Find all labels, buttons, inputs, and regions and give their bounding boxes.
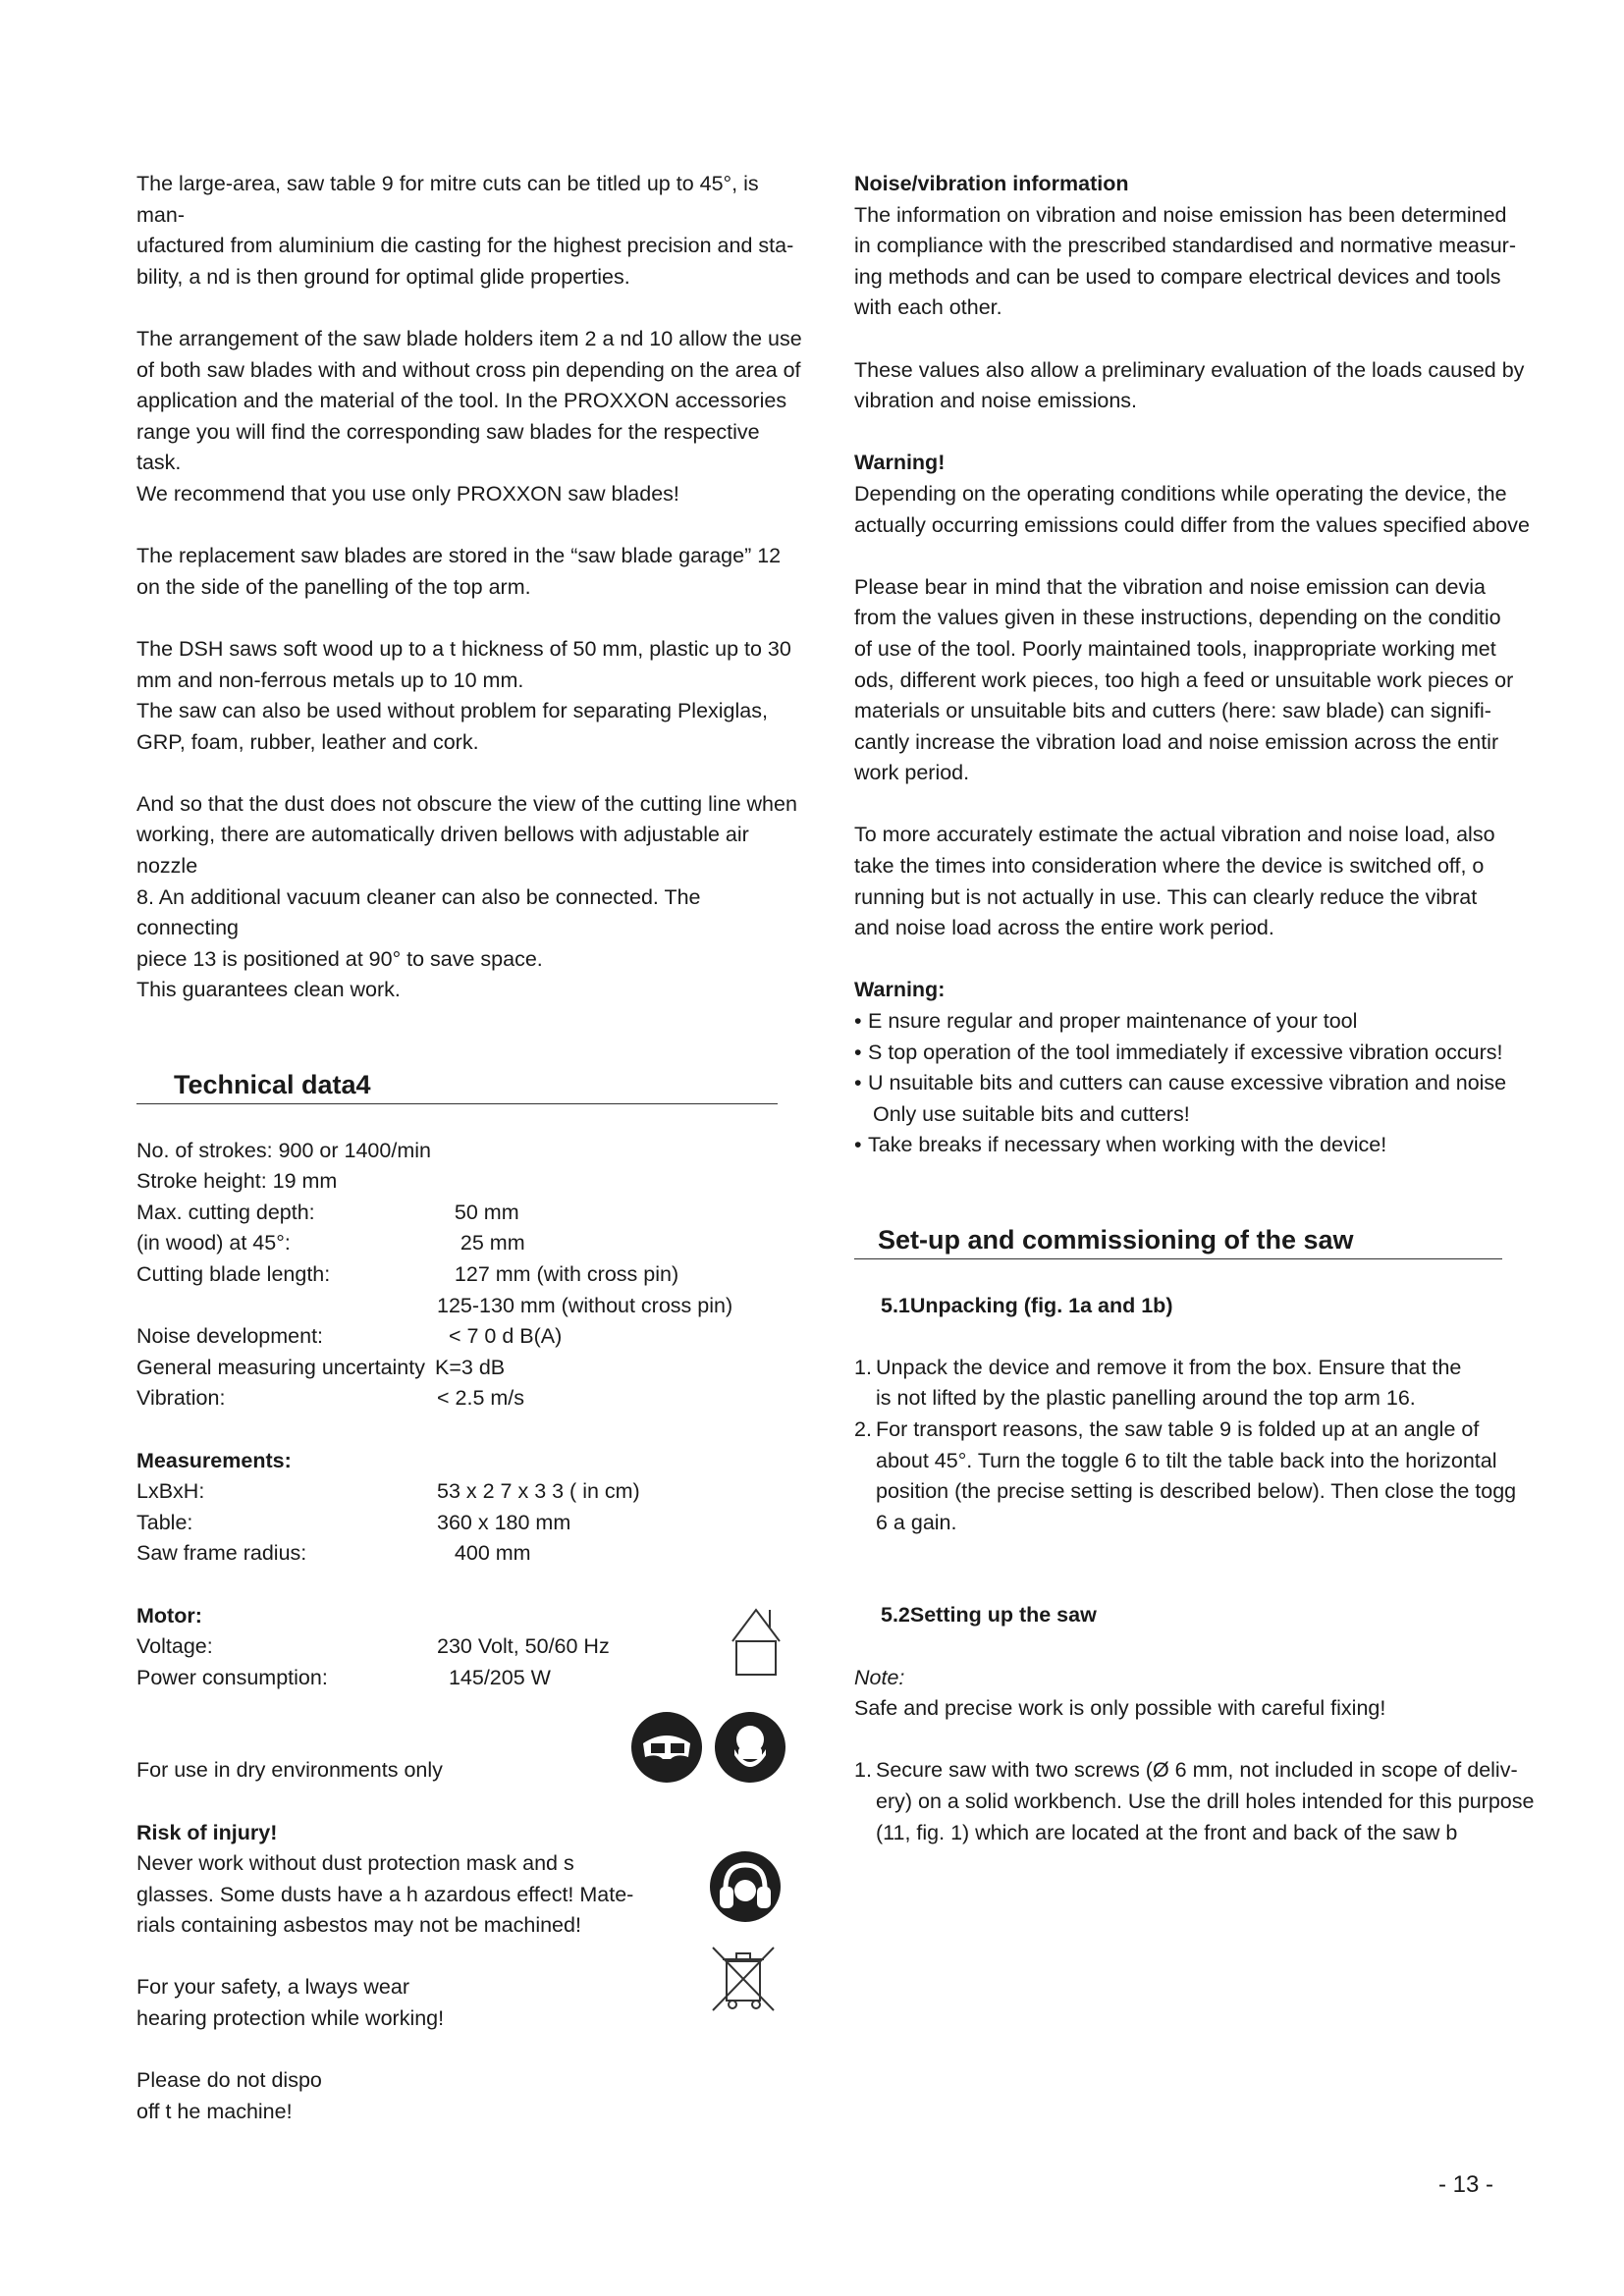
spec-key: Saw frame radius: (136, 1541, 307, 1566)
warning-line: ods, different work pieces, too high a feed or unsuitable work pieces or (854, 667, 1514, 692)
step-line: Unpack the device and remove it from the box. Ensure that the (876, 1355, 1462, 1379)
warning-bullet: • U nsuitable bits and cutters can cause excessive vibration and noise (854, 1068, 1586, 1099)
dust-mask-icon (713, 1710, 787, 1785)
ear-protection-icon (708, 1849, 783, 1924)
goggles-icon (629, 1710, 704, 1785)
spec-row (136, 1291, 804, 1322)
step-line: 6 a gain. (876, 1510, 957, 1534)
intro-line: GRP, foam, rubber, leather and cork. (136, 729, 479, 754)
noise-line: vibration and noise emissions. (854, 389, 1138, 413)
intro-line: The arrangement of the saw blade holders item 2 a nd 10 allow the use (136, 326, 802, 350)
step-line: about 45°. Turn the toggle 6 to tilt the table back into the horizontal (876, 1448, 1497, 1472)
spec-value: 230 Volt, 50/60 Hz (437, 1634, 610, 1659)
spec-row (136, 1353, 804, 1384)
warning-bullet-last: • Take breaks if necessary when working with the device! (854, 1130, 1586, 1161)
spec-key: Voltage: (136, 1634, 213, 1659)
risk-heading: Risk of injury! (136, 1820, 278, 1844)
left-column (136, 169, 804, 2127)
spec-row (136, 1166, 804, 1198)
disposal-line: Please do not dispo (136, 2068, 322, 2093)
spec-value (337, 1166, 804, 1198)
warning-line: actually occurring emissions could differ from the values specified above (854, 512, 1530, 537)
step-line: ery) on a solid workbench. Use the drill holes intended for this purpose (876, 1789, 1535, 1813)
noise-heading: Noise/vibration information (854, 172, 1129, 195)
risk-line: rials containing asbestos may not be machined! (136, 1913, 581, 1938)
warning-bullet-list (854, 1006, 1586, 1099)
spec-row (136, 1538, 804, 1570)
step-line: For transport reasons, the saw table 9 is folded up at an angle of (876, 1416, 1480, 1441)
warning-line: cantly increase the vibration load and noise emission across the entir (854, 729, 1499, 754)
warning-paragraph-3 (854, 820, 1586, 943)
right-column (854, 169, 1586, 1848)
spec-row (136, 1663, 804, 1694)
intro-text (136, 169, 804, 1006)
intro-line: mm and non-ferrous metals up to 10 mm. (136, 667, 524, 692)
page-number: - 13 - (1438, 2171, 1494, 2198)
spec-key: Table: (136, 1510, 193, 1534)
spec-key (136, 1291, 437, 1322)
warning-line: Depending on the operating conditions while operating the device, the (854, 481, 1507, 506)
numbered-step (854, 1755, 1586, 1848)
note-text: Safe and precise work is only possible with careful fixing! (854, 1696, 1386, 1721)
intro-line: This guarantees clean work. (136, 978, 401, 1002)
spec-key: General measuring uncertainty (136, 1355, 425, 1379)
dry-environment-text: For use in dry environments only (136, 1758, 443, 1783)
risk-text (136, 1848, 804, 1942)
disposal-text (136, 2065, 804, 2127)
step-number: 2. (854, 1416, 872, 1441)
noise-line: in compliance with the prescribed standardised and normative measur- (854, 234, 1517, 258)
spec-value: 125-130 mm (without cross pin) (437, 1293, 733, 1317)
spec-row (136, 1228, 804, 1259)
measurements-heading: Measurements: (136, 1448, 292, 1472)
intro-line: of both saw blades with and without cross pin depending on the area of (136, 357, 801, 382)
motor-heading: Motor: (136, 1603, 202, 1628)
noise-paragraph-2 (854, 355, 1586, 417)
spec-row (136, 1631, 804, 1663)
intro-line: And so that the dust does not obscure the view of the cutting line when (136, 791, 797, 816)
spec-row (136, 1259, 804, 1291)
spec-value: 25 mm (437, 1231, 525, 1255)
motor-list (136, 1631, 804, 1693)
warning-line: work period. (854, 761, 970, 785)
warning-line: running but is not actually in use. This can clearly reduce the vibrat (854, 884, 1478, 909)
spec-value: 50 mm (437, 1200, 519, 1224)
intro-line: The large-area, saw table 9 for mitre cuts can be titled up to 45°, is man- (136, 172, 759, 227)
spec-row (136, 1198, 804, 1229)
intro-line: range you will find the corresponding saw blades for the respective task. (136, 419, 760, 475)
spec-row (136, 1383, 804, 1415)
spec-value: 53 x 2 7 x 3 3 ( in cm) (437, 1479, 640, 1504)
technical-data-heading: Technical data4 (136, 1068, 778, 1104)
intro-line: working, there are automatically driven bellows with adjustable air nozzle (136, 823, 749, 879)
measurements-list (136, 1476, 804, 1570)
house-icon (731, 1606, 782, 1677)
numbered-step (854, 1415, 1586, 1538)
spec-row (136, 1508, 804, 1539)
spec-value: K=3 dB (435, 1355, 506, 1379)
spec-value: < 7 0 d B(A) (437, 1324, 563, 1349)
intro-line: piece 13 is positioned at 90° to save space. (136, 946, 543, 971)
intro-line: 8. An additional vacuum cleaner can also be connected. The connecting (136, 884, 701, 940)
warning-line: from the values given in these instructions, depending on the conditio (854, 606, 1501, 630)
secure-step (854, 1755, 1586, 1848)
spec-key: No. of strokes: 900 or 1400/min (136, 1138, 431, 1162)
intro-line: on the side of the panelling of the top arm. (136, 574, 531, 599)
setting-up-heading: 5.2Setting up the saw (881, 1603, 1097, 1628)
noise-line: The information on vibration and noise emission has been determined (854, 202, 1507, 227)
intro-line: ufactured from aluminium die casting for the highest precision and sta- (136, 234, 794, 258)
setup-heading: Set-up and commissioning of the saw (854, 1223, 1502, 1259)
step-line: is not lifted by the plastic panelling around the top arm 16. (876, 1386, 1416, 1411)
intro-line: The DSH saws soft wood up to a t hickness of 50 mm, plastic up to 30 (136, 636, 791, 661)
warning-line: To more accurately estimate the actual vibration and noise load, also (854, 823, 1495, 847)
step-number: 1. (854, 1355, 872, 1379)
warning-line: materials or unsuitable bits and cutters (here: saw blade) can signifi- (854, 699, 1491, 723)
warning-bullet-continuation: Only use suitable bits and cutters! (873, 1101, 1190, 1126)
spec-key: Max. cutting depth: (136, 1200, 315, 1224)
crossed-bin-icon (709, 1944, 778, 2014)
hearing-protection-text (136, 1972, 804, 2034)
spec-key: Noise development: (136, 1324, 324, 1349)
warning-bullet: • S top operation of the tool immediately if excessive vibration occurs! (854, 1038, 1586, 1069)
warning-paragraph-1 (854, 479, 1586, 541)
unpacking-steps (854, 1353, 1586, 1539)
intro-line: The replacement saw blades are stored in the “saw blade garage” 12 (136, 544, 782, 568)
noise-paragraph-1 (854, 200, 1586, 324)
spec-key: Stroke height: 19 mm (136, 1169, 338, 1194)
note-label: Note: (854, 1665, 905, 1689)
hearing-line: For your safety, a lways wear (136, 1975, 409, 2000)
spec-key: LxBxH: (136, 1479, 205, 1504)
noise-line: with each other. (854, 295, 1002, 320)
numbered-step (854, 1353, 1586, 1415)
warning-line: of use of the tool. Poorly maintained tools, inappropriate working met (854, 636, 1496, 661)
warning-line: take the times into consideration where the device is switched off, o (854, 854, 1485, 879)
warning-bullet: • E nsure regular and proper maintenance of your tool (854, 1006, 1586, 1038)
intro-line: We recommend that you use only PROXXON saw blades! (136, 481, 679, 506)
noise-line: ing methods and can be used to compare electrical devices and tools (854, 264, 1501, 289)
intro-line: The saw can also be used without problem for separating Plexiglas, (136, 699, 768, 723)
hearing-line: hearing protection while working! (136, 2006, 445, 2031)
warning-paragraph-2 (854, 572, 1586, 789)
spec-key: Vibration: (136, 1386, 226, 1411)
spec-key: Cutting blade length: (136, 1262, 331, 1286)
spec-row (136, 1476, 804, 1508)
intro-line: bility, a nd is then ground for optimal glide properties. (136, 264, 630, 289)
spec-value (431, 1136, 804, 1167)
technical-data-list (136, 1136, 804, 1415)
step-number: 1. (854, 1758, 872, 1783)
spec-key: (in wood) at 45°: (136, 1231, 291, 1255)
spec-row (136, 1136, 804, 1167)
step-line: Secure saw with two screws (Ø 6 mm, not included in scope of deliv- (876, 1758, 1518, 1783)
warning-heading-1: Warning! (854, 451, 946, 475)
step-line: (11, fig. 1) which are located at the front and back of the saw b (876, 1820, 1458, 1844)
spec-value: 145/205 W (437, 1665, 551, 1689)
step-line: position (the precise setting is described below). Then close the togg (876, 1479, 1517, 1504)
spec-value: 400 mm (437, 1541, 531, 1566)
disposal-line: off t he machine! (136, 2099, 293, 2123)
intro-line: application and the material of the tool. In the PROXXON accessories (136, 389, 787, 413)
unpacking-heading: 5.1Unpacking (fig. 1a and 1b) (881, 1293, 1173, 1317)
warning-heading-2: Warning: (854, 978, 946, 1002)
risk-line: glasses. Some dusts have a h azardous effect! Mate- (136, 1882, 634, 1906)
warning-line: Please bear in mind that the vibration and noise emission can devia (854, 574, 1486, 599)
spec-value: < 2.5 m/s (437, 1386, 525, 1411)
noise-line: These values also allow a preliminary evaluation of the loads caused by (854, 357, 1525, 382)
spec-key: Power consumption: (136, 1665, 328, 1689)
risk-line: Never work without dust protection mask and s (136, 1851, 574, 1876)
spec-value: 127 mm (with cross pin) (437, 1262, 679, 1286)
spec-value: 360 x 180 mm (437, 1510, 571, 1534)
spec-row (136, 1321, 804, 1353)
warning-line: and noise load across the entire work period. (854, 916, 1274, 940)
